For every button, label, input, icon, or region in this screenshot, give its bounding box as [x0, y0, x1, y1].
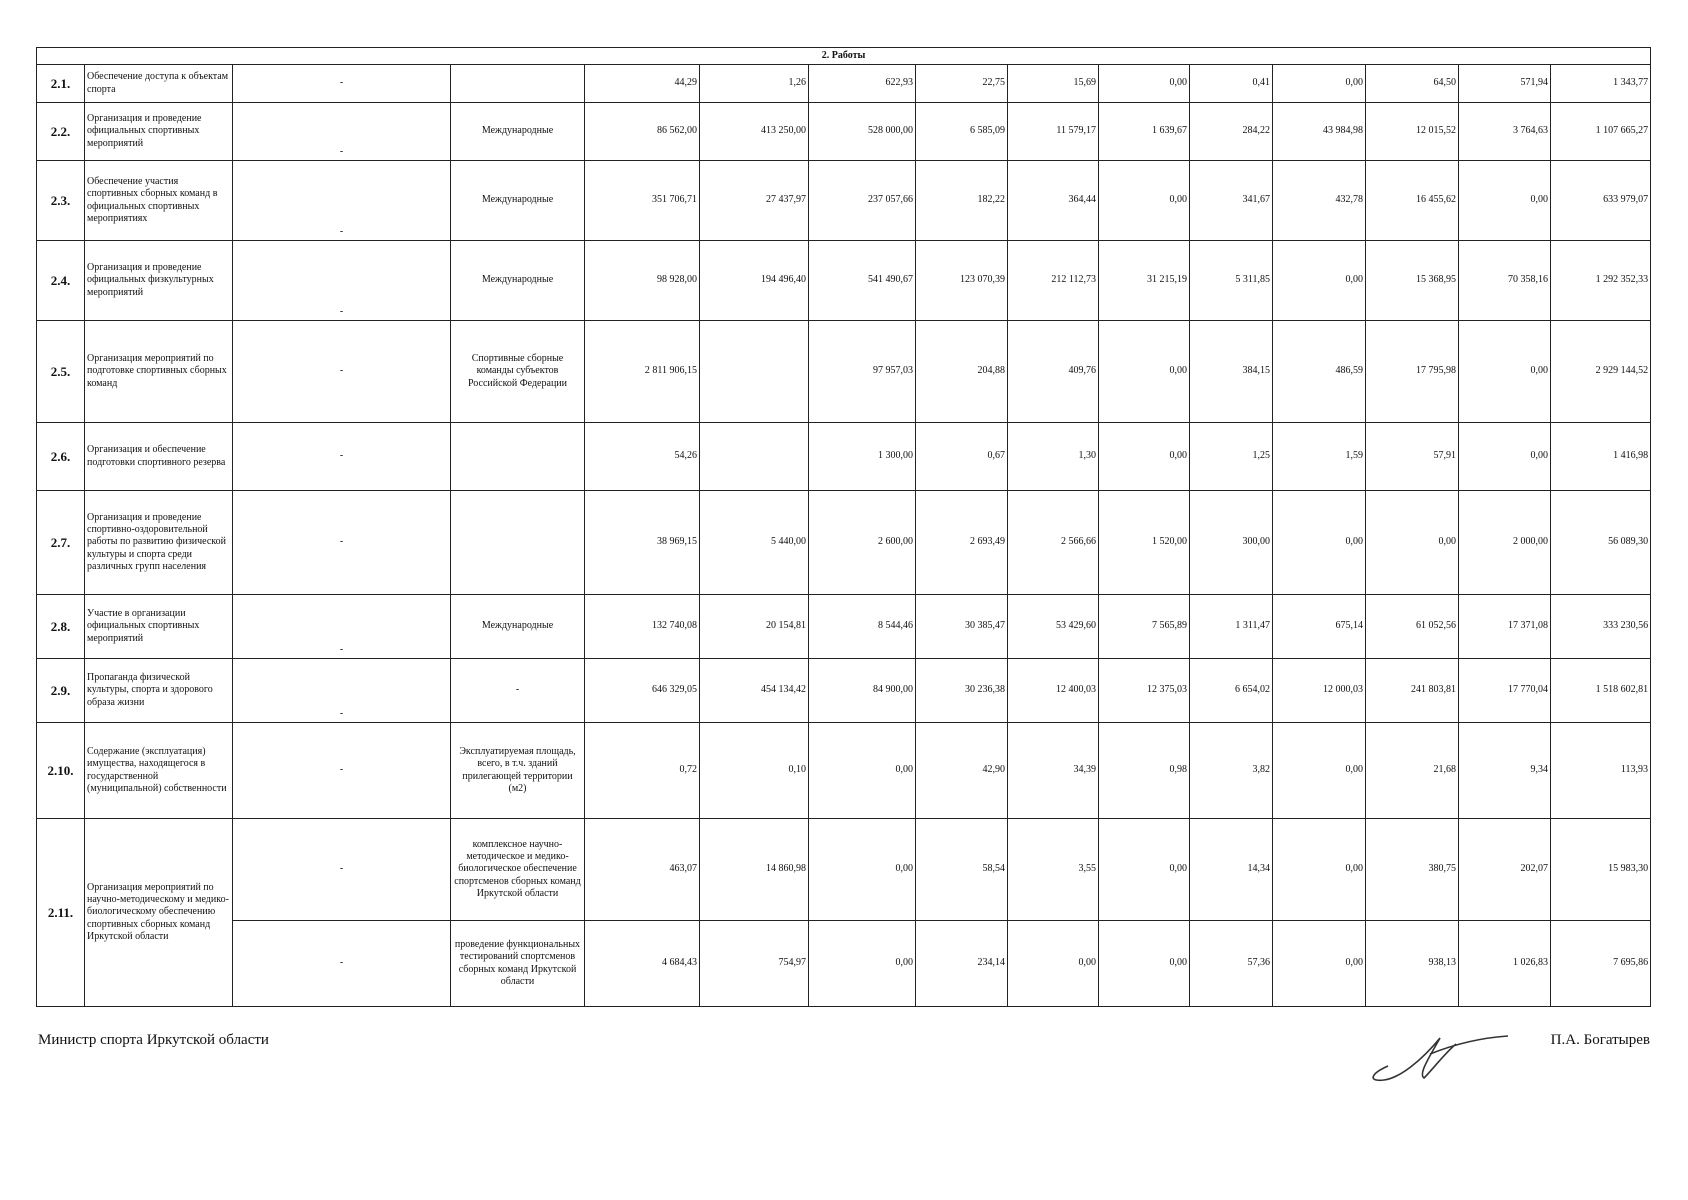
value-cell: 284,22	[1190, 103, 1273, 161]
table-row	[37, 65, 1651, 103]
table-row	[37, 241, 1651, 321]
value-cell: 30 385,47	[916, 595, 1008, 659]
value-cell: 622,93	[809, 65, 916, 103]
row-number: 2.10.	[37, 723, 85, 819]
row-number: 2.1.	[37, 65, 85, 103]
row-type: Международные	[451, 161, 585, 241]
value-cell: 3,55	[1008, 819, 1099, 921]
row-dash: -	[233, 321, 451, 423]
value-cell	[700, 321, 809, 423]
row-name: Содержание (эксплуатация) имущества, находящегося в государственной (муниципальной) собственности	[85, 723, 233, 819]
value-cell: 17 371,08	[1459, 595, 1551, 659]
value-cell: 11 579,17	[1008, 103, 1099, 161]
value-cell: 380,75	[1366, 819, 1459, 921]
value-cell: 633 979,07	[1551, 161, 1651, 241]
row-dash: -	[233, 65, 451, 103]
value-cell: 646 329,05	[585, 659, 700, 723]
value-cell: 1,59	[1273, 423, 1366, 491]
value-cell: 3,82	[1190, 723, 1273, 819]
row-type: Международные	[451, 241, 585, 321]
row-name: Организация и проведение официальных физкультурных мероприятий	[85, 241, 233, 321]
row-number: 2.8.	[37, 595, 85, 659]
value-cell: 528 000,00	[809, 103, 916, 161]
value-cell: 17 770,04	[1459, 659, 1551, 723]
value-cell: 15 983,30	[1551, 819, 1651, 921]
value-cell: 571,94	[1459, 65, 1551, 103]
row-number: 2.5.	[37, 321, 85, 423]
row-number: 2.11.	[37, 819, 85, 1007]
value-cell: 454 134,42	[700, 659, 809, 723]
value-cell: 1,30	[1008, 423, 1099, 491]
value-cell: 44,29	[585, 65, 700, 103]
value-cell: 0,00	[1273, 491, 1366, 595]
value-cell: 194 496,40	[700, 241, 809, 321]
value-cell: 54,26	[585, 423, 700, 491]
value-cell: 0,00	[1273, 921, 1366, 1007]
row-name: Пропаганда физической культуры, спорта и здорового образа жизни	[85, 659, 233, 723]
value-cell: 30 236,38	[916, 659, 1008, 723]
value-cell: 34,39	[1008, 723, 1099, 819]
value-cell: 2 811 906,15	[585, 321, 700, 423]
value-cell: 204,88	[916, 321, 1008, 423]
value-cell: 57,91	[1366, 423, 1459, 491]
value-cell: 0,00	[1273, 241, 1366, 321]
value-cell: 2 693,49	[916, 491, 1008, 595]
section-header-row	[37, 48, 1651, 65]
row-type: Международные	[451, 103, 585, 161]
value-cell: 58,54	[916, 819, 1008, 921]
value-cell: 97 957,03	[809, 321, 916, 423]
value-cell: 0,72	[585, 723, 700, 819]
value-cell: 123 070,39	[916, 241, 1008, 321]
value-cell: 333 230,56	[1551, 595, 1651, 659]
value-cell: 432,78	[1273, 161, 1366, 241]
value-cell: 53 429,60	[1008, 595, 1099, 659]
works-table	[36, 47, 1651, 1007]
value-cell: 6 654,02	[1190, 659, 1273, 723]
row-dash: -	[233, 723, 451, 819]
value-cell: 1,26	[700, 65, 809, 103]
value-cell: 0,00	[1459, 161, 1551, 241]
section-title: 2. Работы	[37, 48, 1651, 65]
value-cell: 20 154,81	[700, 595, 809, 659]
table-row	[37, 819, 1651, 921]
value-cell: 0,00	[1099, 321, 1190, 423]
row-number: 2.4.	[37, 241, 85, 321]
value-cell: 202,07	[1459, 819, 1551, 921]
table-row	[37, 921, 1651, 1007]
value-cell	[700, 423, 809, 491]
value-cell: 182,22	[916, 161, 1008, 241]
value-cell: 5 440,00	[700, 491, 809, 595]
row-dash: -	[233, 161, 451, 241]
row-name: Обеспечение участия спортивных сборных команд в официальных спортивных мероприятиях	[85, 161, 233, 241]
table-row	[37, 659, 1651, 723]
value-cell: 42,90	[916, 723, 1008, 819]
row-type	[451, 65, 585, 103]
row-type: комплексное научно-методическое и медико-биологическое обеспечение спортсменов сборных команд Иркутской области	[451, 819, 585, 921]
value-cell: 70 358,16	[1459, 241, 1551, 321]
value-cell: 1,25	[1190, 423, 1273, 491]
row-name: Организация и проведение официальных спортивных мероприятий	[85, 103, 233, 161]
row-dash: -	[233, 241, 451, 321]
row-name: Организация и проведение спортивно-оздоровительной работы по развитию физической культуры и спорта среди различных групп населения	[85, 491, 233, 595]
value-cell: 212 112,73	[1008, 241, 1099, 321]
table-row	[37, 491, 1651, 595]
value-cell: 14,34	[1190, 819, 1273, 921]
value-cell: 12 375,03	[1099, 659, 1190, 723]
row-name: Организация мероприятий по научно-методическому и медико-биологическому обеспечению спортивных сборных команд Иркутской области	[85, 819, 233, 1007]
value-cell: 2 566,66	[1008, 491, 1099, 595]
value-cell: 98 928,00	[585, 241, 700, 321]
value-cell: 8 544,46	[809, 595, 916, 659]
value-cell: 0,00	[809, 819, 916, 921]
minister-title: Министр спорта Иркутской области	[38, 1032, 269, 1048]
value-cell: 1 343,77	[1551, 65, 1651, 103]
value-cell: 3 764,63	[1459, 103, 1551, 161]
value-cell: 14 860,98	[700, 819, 809, 921]
table-row	[37, 723, 1651, 819]
value-cell: 9,34	[1459, 723, 1551, 819]
value-cell: 1 520,00	[1099, 491, 1190, 595]
value-cell: 384,15	[1190, 321, 1273, 423]
value-cell: 0,00	[1459, 321, 1551, 423]
value-cell: 31 215,19	[1099, 241, 1190, 321]
value-cell: 1 311,47	[1190, 595, 1273, 659]
value-cell: 2 000,00	[1459, 491, 1551, 595]
value-cell: 351 706,71	[585, 161, 700, 241]
row-name: Организация мероприятий по подготовке спортивных сборных команд	[85, 321, 233, 423]
table-row	[37, 423, 1651, 491]
value-cell: 64,50	[1366, 65, 1459, 103]
value-cell: 61 052,56	[1366, 595, 1459, 659]
value-cell: 241 803,81	[1366, 659, 1459, 723]
row-type	[451, 491, 585, 595]
table-row	[37, 161, 1651, 241]
value-cell: 364,44	[1008, 161, 1099, 241]
value-cell: 6 585,09	[916, 103, 1008, 161]
value-cell: 113,93	[1551, 723, 1651, 819]
value-cell: 300,00	[1190, 491, 1273, 595]
value-cell: 1 026,83	[1459, 921, 1551, 1007]
value-cell: 16 455,62	[1366, 161, 1459, 241]
table-row	[37, 595, 1651, 659]
row-number: 2.9.	[37, 659, 85, 723]
value-cell: 938,13	[1366, 921, 1459, 1007]
value-cell: 0,00	[1099, 65, 1190, 103]
row-type: проведение функциональных тестирований спортсменов сборных команд Иркутской области	[451, 921, 585, 1007]
row-name: Участие в организации официальных спортивных мероприятий	[85, 595, 233, 659]
value-cell: 1 639,67	[1099, 103, 1190, 161]
row-number: 2.2.	[37, 103, 85, 161]
row-type: Эксплуатируемая площадь, всего, в т.ч. зданий прилегающей территории (м2)	[451, 723, 585, 819]
value-cell: 38 969,15	[585, 491, 700, 595]
value-cell: 132 740,08	[585, 595, 700, 659]
value-cell: 0,00	[1099, 819, 1190, 921]
value-cell: 12 400,03	[1008, 659, 1099, 723]
row-type	[451, 423, 585, 491]
value-cell: 15 368,95	[1366, 241, 1459, 321]
row-name: Обеспечение доступа к объектам спорта	[85, 65, 233, 103]
row-number: 2.6.	[37, 423, 85, 491]
value-cell: 0,67	[916, 423, 1008, 491]
value-cell: 0,00	[1366, 491, 1459, 595]
value-cell: 84 900,00	[809, 659, 916, 723]
value-cell: 7 695,86	[1551, 921, 1651, 1007]
value-cell: 675,14	[1273, 595, 1366, 659]
value-cell: 12 000,03	[1273, 659, 1366, 723]
row-dash: -	[233, 423, 451, 491]
value-cell: 4 684,43	[585, 921, 700, 1007]
value-cell: 5 311,85	[1190, 241, 1273, 321]
value-cell: 409,76	[1008, 321, 1099, 423]
row-name: Организация и обеспечение подготовки спортивного резерва	[85, 423, 233, 491]
value-cell: 1 518 602,81	[1551, 659, 1651, 723]
value-cell: 86 562,00	[585, 103, 700, 161]
value-cell: 0,00	[1099, 161, 1190, 241]
value-cell: 0,00	[809, 921, 916, 1007]
value-cell: 1 416,98	[1551, 423, 1651, 491]
value-cell: 27 437,97	[700, 161, 809, 241]
row-type: Спортивные сборные команды субъектов Российской Федерации	[451, 321, 585, 423]
value-cell: 17 795,98	[1366, 321, 1459, 423]
value-cell: 7 565,89	[1099, 595, 1190, 659]
value-cell: 15,69	[1008, 65, 1099, 103]
row-type: Международные	[451, 595, 585, 659]
row-number: 2.3.	[37, 161, 85, 241]
value-cell: 341,67	[1190, 161, 1273, 241]
value-cell: 0,00	[809, 723, 916, 819]
row-dash: -	[233, 103, 451, 161]
value-cell: 2 600,00	[809, 491, 916, 595]
row-dash: -	[233, 595, 451, 659]
value-cell: 234,14	[916, 921, 1008, 1007]
signatory-name: П.А. Богатырев	[1550, 1032, 1650, 1048]
row-dash: -	[233, 491, 451, 595]
value-cell: 43 984,98	[1273, 103, 1366, 161]
value-cell: 0,00	[1099, 921, 1190, 1007]
value-cell: 1 292 352,33	[1551, 241, 1651, 321]
value-cell: 541 490,67	[809, 241, 916, 321]
handwritten-signature	[1360, 1008, 1510, 1088]
value-cell: 0,00	[1459, 423, 1551, 491]
value-cell: 237 057,66	[809, 161, 916, 241]
row-dash: -	[233, 921, 451, 1007]
value-cell: 0,10	[700, 723, 809, 819]
value-cell: 1 300,00	[809, 423, 916, 491]
value-cell: 57,36	[1190, 921, 1273, 1007]
value-cell: 463,07	[585, 819, 700, 921]
value-cell: 0,41	[1190, 65, 1273, 103]
value-cell: 413 250,00	[700, 103, 809, 161]
row-number: 2.7.	[37, 491, 85, 595]
value-cell: 0,00	[1099, 423, 1190, 491]
value-cell: 2 929 144,52	[1551, 321, 1651, 423]
table-row	[37, 321, 1651, 423]
table-row	[37, 103, 1651, 161]
value-cell: 1 107 665,27	[1551, 103, 1651, 161]
value-cell: 22,75	[916, 65, 1008, 103]
value-cell: 486,59	[1273, 321, 1366, 423]
value-cell: 0,98	[1099, 723, 1190, 819]
value-cell: 0,00	[1273, 65, 1366, 103]
value-cell: 56 089,30	[1551, 491, 1651, 595]
value-cell: 0,00	[1008, 921, 1099, 1007]
row-dash: -	[233, 819, 451, 921]
value-cell: 12 015,52	[1366, 103, 1459, 161]
value-cell: 21,68	[1366, 723, 1459, 819]
value-cell: 0,00	[1273, 819, 1366, 921]
value-cell: 754,97	[700, 921, 809, 1007]
row-dash: -	[233, 659, 451, 723]
value-cell: 0,00	[1273, 723, 1366, 819]
row-type: -	[451, 659, 585, 723]
